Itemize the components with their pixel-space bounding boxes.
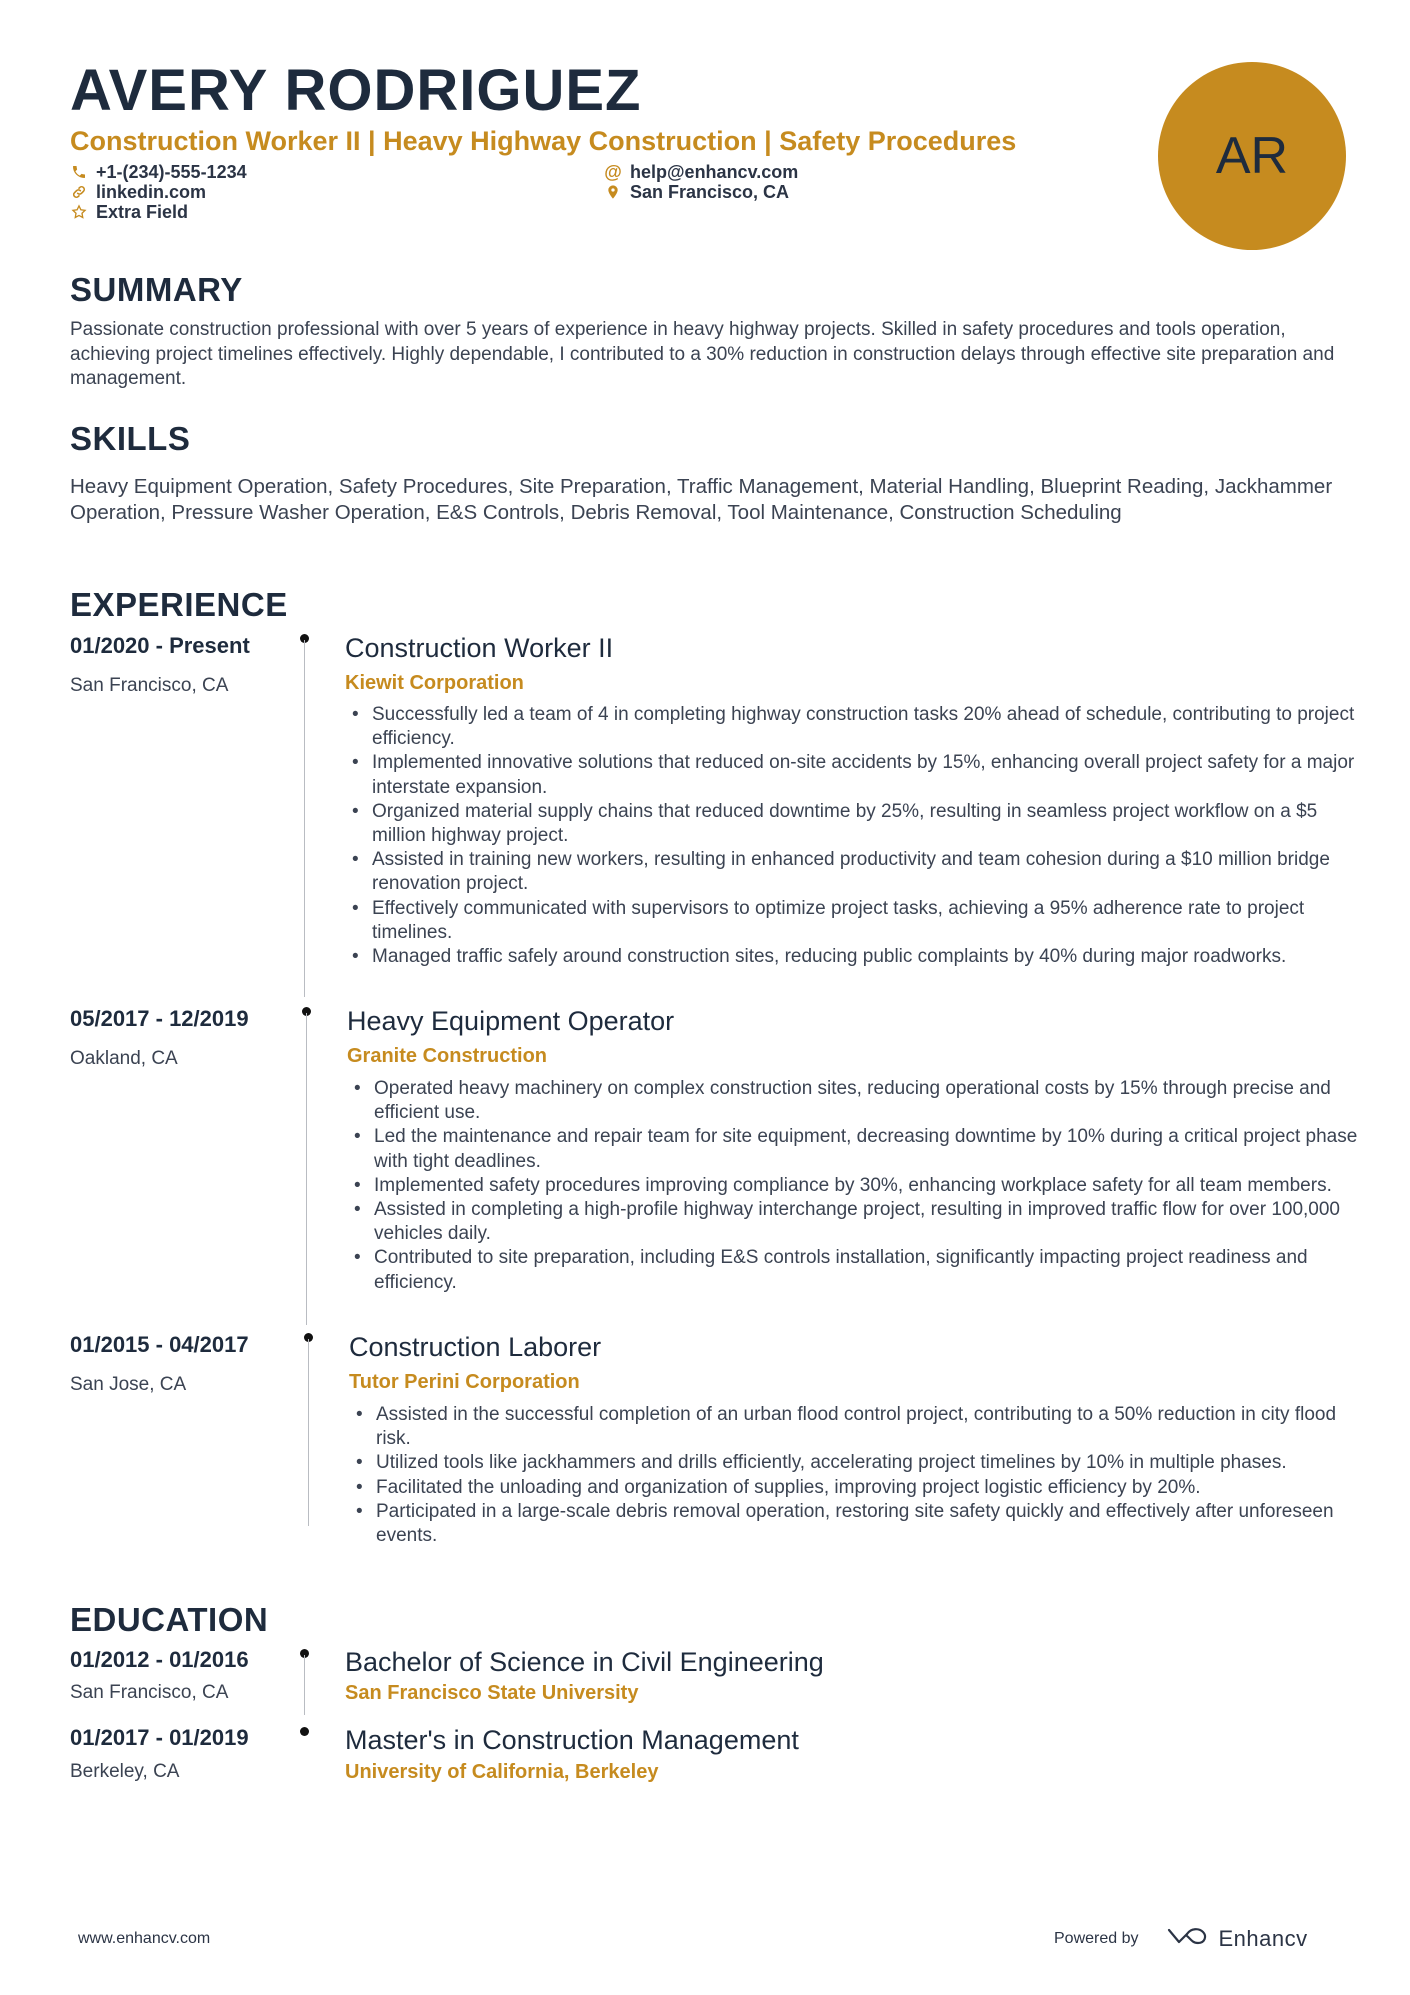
company-name: Tutor Perini Corporation bbox=[349, 1371, 580, 1393]
list-item: • Implemented safety procedures improving compliance by 30%, enhancing workplace safety for all team members. bbox=[374, 1174, 1374, 1198]
job-title: Construction Worker II bbox=[345, 633, 614, 663]
degree-title: Bachelor of Science in Civil Engineering bbox=[345, 1647, 824, 1677]
education-dates: 01/2012 - 01/2016 bbox=[70, 1647, 249, 1672]
powered-by-label: Powered by bbox=[1054, 1929, 1139, 1947]
candidate-name: AVERY RODRIGUEZ bbox=[70, 58, 642, 123]
map-pin-icon bbox=[604, 183, 622, 201]
timeline-line bbox=[304, 1655, 305, 1715]
school-name: University of California, Berkeley bbox=[345, 1761, 659, 1783]
timeline-line bbox=[306, 1013, 307, 1325]
list-item: • Operated heavy machinery on complex construction sites, reducing operational costs by 15% through precise and efficient use. bbox=[374, 1077, 1374, 1125]
timeline-line bbox=[304, 640, 305, 997]
headline: Construction Worker II | Heavy Highway Construction | Safety Procedures bbox=[70, 126, 1017, 156]
footer-website[interactable]: www.enhancv.com bbox=[78, 1930, 211, 1947]
contact-extra-text: Extra Field bbox=[96, 201, 189, 222]
list-item: • Managed traffic safely around construction sites, reducing public complaints by 40% during major roadworks. bbox=[372, 945, 1372, 969]
star-icon bbox=[70, 203, 88, 221]
list-item: • Assisted in the successful completion of an urban flood control project, contributing to a 50% reduction in city flood risk. bbox=[376, 1403, 1376, 1451]
contact-location-text: San Francisco, CA bbox=[630, 181, 790, 202]
education-location: San Francisco, CA bbox=[70, 1682, 229, 1703]
skills-text: Heavy Equipment Operation, Safety Procedures, Site Preparation, Traffic Management, Material Handling, Blueprint Reading, Jackhammer Operation, Pressure Washer Operation, E&S Controls, Debris Removal, Tool Maintenance, Construction Scheduling bbox=[70, 475, 1333, 524]
job-bullets bbox=[348, 1077, 1374, 1295]
contact-phone-text: +1-(234)-555-1234 bbox=[96, 161, 247, 182]
job-title: Construction Laborer bbox=[349, 1332, 602, 1362]
job-dates: 01/2020 - Present bbox=[70, 633, 250, 658]
list-item: • Contributed to site preparation, including E&S controls installation, significantly impacting project readiness and efficiency. bbox=[374, 1246, 1374, 1294]
phone-icon bbox=[70, 163, 88, 181]
list-item: • Assisted in training new workers, resulting in enhanced productivity and team cohesion during a $10 million bridge renovation project. bbox=[372, 848, 1372, 896]
summary-title: SUMMARY bbox=[70, 271, 243, 308]
job-bullets bbox=[346, 703, 1372, 969]
contact-linkedin-text: linkedin.com bbox=[96, 181, 207, 202]
enhancv-logo-icon bbox=[1165, 1924, 1211, 1953]
timeline-line bbox=[308, 1339, 309, 1526]
list-item: • Assisted in completing a high-profile highway interchange project, resulting in improved traffic flow for over 100,000 vehicles daily. bbox=[374, 1198, 1374, 1246]
at-icon: @ bbox=[604, 161, 622, 182]
job-location: Oakland, CA bbox=[70, 1048, 178, 1069]
link-icon bbox=[70, 183, 88, 201]
company-name: Kiewit Corporation bbox=[345, 672, 524, 694]
timeline-dot bbox=[300, 1727, 309, 1736]
degree-title: Master's in Construction Management bbox=[345, 1725, 799, 1755]
job-title: Heavy Equipment Operator bbox=[347, 1006, 675, 1036]
contact-info bbox=[70, 160, 1070, 240]
avatar: AR bbox=[1158, 62, 1346, 250]
skills-title: SKILLS bbox=[70, 420, 191, 457]
list-item: • Effectively communicated with supervisors to optimize project tasks, achieving a 95% adherence rate to project timelines. bbox=[372, 897, 1372, 945]
summary-text: Passionate construction professional with over 5 years of experience in heavy highway projects. Skilled in safety procedures and tools operation, achieving project timelines effectively. Highly dependable, I contributed to a 30% reduction in construction delays through effective site preparation and management. bbox=[70, 319, 1335, 389]
school-name: San Francisco State University bbox=[345, 1682, 639, 1704]
list-item: • Successfully led a team of 4 in completing highway construction tasks 20% ahead of schedule, contributing to project efficiency. bbox=[372, 703, 1372, 751]
job-location: San Jose, CA bbox=[70, 1374, 187, 1395]
job-dates: 05/2017 - 12/2019 bbox=[70, 1006, 249, 1031]
contact-extra bbox=[70, 200, 188, 224]
contact-location bbox=[604, 180, 789, 204]
list-item: • Utilized tools like jackhammers and drills efficiently, accelerating project timelines by 10% in multiple phases. bbox=[376, 1451, 1376, 1475]
footer-branding bbox=[1054, 1924, 1308, 1953]
education-location: Berkeley, CA bbox=[70, 1761, 180, 1782]
list-item: • Participated in a large-scale debris removal operation, restoring site safety quickly and effectively after unforeseen events. bbox=[376, 1500, 1376, 1548]
job-bullets bbox=[350, 1403, 1376, 1548]
job-dates: 01/2015 - 04/2017 bbox=[70, 1332, 249, 1357]
list-item: • Led the maintenance and repair team for site equipment, decreasing downtime by 10% during a critical project phase with tight deadlines. bbox=[374, 1125, 1374, 1173]
list-item: • Organized material supply chains that reduced downtime by 25%, resulting in seamless project workflow on a $5 million highway project. bbox=[372, 800, 1372, 848]
contact-email-text: help@enhancv.com bbox=[630, 161, 799, 182]
company-name: Granite Construction bbox=[347, 1045, 548, 1067]
experience-title: EXPERIENCE bbox=[70, 586, 288, 623]
brand-name: Enhancv bbox=[1218, 1925, 1308, 1951]
education-title: EDUCATION bbox=[70, 1601, 269, 1638]
list-item: • Facilitated the unloading and organization of supplies, improving project logistic efficiency by 20%. bbox=[376, 1476, 1376, 1500]
job-location: San Francisco, CA bbox=[70, 675, 229, 696]
list-item: • Implemented innovative solutions that reduced on-site accidents by 15%, enhancing overall project safety for a major interstate expansion. bbox=[372, 751, 1372, 799]
education-dates: 01/2017 - 01/2019 bbox=[70, 1725, 249, 1750]
